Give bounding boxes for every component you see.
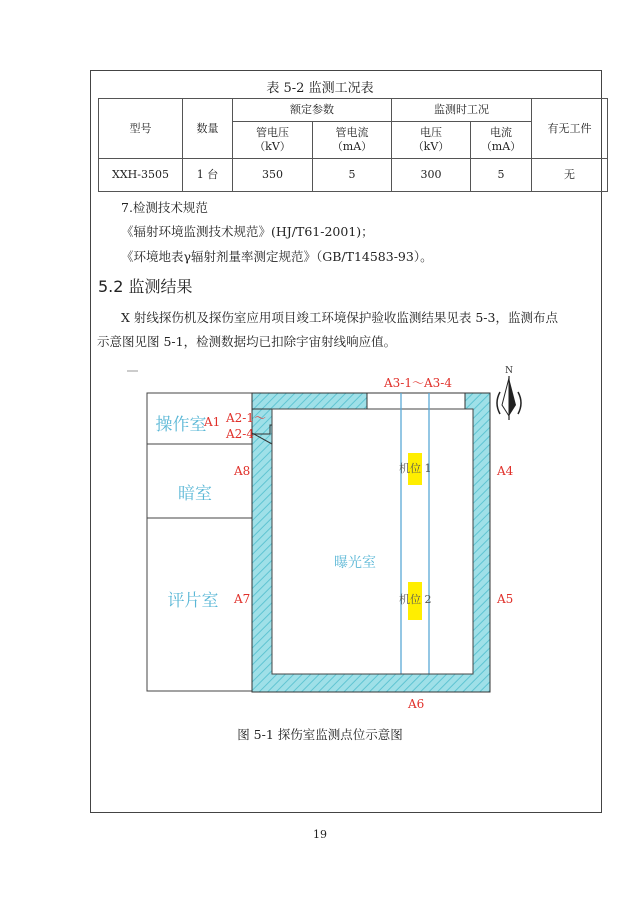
cell-model: XXH-3505	[99, 159, 183, 192]
exposure-room-floor	[272, 409, 473, 674]
header-rated-params: 额定参数	[233, 99, 392, 122]
position-1-label: 机位 1	[399, 462, 432, 475]
cell-workpiece: 无	[532, 159, 608, 192]
room-label-exposure: 曝光室	[334, 555, 376, 571]
point-a3: A3-1～A3-4	[384, 376, 452, 390]
point-a4: A4	[497, 464, 514, 478]
cell-voltage: 300	[392, 159, 471, 192]
svg-text:N: N	[505, 366, 513, 376]
cell-tube-voltage: 350	[233, 159, 313, 192]
cell-quantity: 1 台	[183, 159, 233, 192]
result-paragraph-line-1: X 射线探伤机及探伤室应用项目竣工环境保护验收监测结果见表 5-3，监测布点	[121, 310, 558, 325]
header-tube-voltage: 管电压 （kV）	[233, 122, 313, 159]
point-a2-4: A2-4	[226, 427, 254, 441]
table-caption: 表 5-2 监测工况表	[266, 81, 374, 96]
room-label-film: 评片室	[167, 591, 219, 611]
cell-tube-current: 5	[313, 159, 392, 192]
header-current: 电流 （mA）	[471, 122, 532, 159]
point-a2-1: A2-1～	[226, 411, 266, 425]
room-label-operation: 操作室	[155, 415, 207, 435]
header-quantity: 数量	[183, 99, 233, 159]
room-label-dark: 暗室	[178, 484, 212, 504]
header-model: 型号	[99, 99, 183, 159]
figure-caption: 图 5-1 探伤室监测点位示意图	[237, 727, 403, 742]
standard-line-2: 《环境地表γ辐射剂量率测定规范》（GB/T14583-93）。	[121, 249, 433, 264]
section-title: 5.2 监测结果	[98, 277, 193, 296]
result-paragraph-line-2: 示意图见图 5-1，检测数据均已扣除宇宙射线响应值。	[97, 334, 397, 349]
header-workpiece: 有无工件	[532, 99, 608, 159]
point-a1: A1	[204, 415, 221, 429]
standard-line-1: 《辐射环境监测技术规范》(HJ/T61-2001)；	[121, 224, 374, 239]
point-a6: A6	[408, 697, 425, 711]
point-a7: A7	[234, 592, 251, 606]
standards-heading: 7.检测技术规范	[121, 200, 208, 215]
point-a5: A5	[497, 592, 514, 606]
north-arrow-icon	[497, 366, 521, 420]
header-monitoring-conditions: 监测时工况	[392, 99, 532, 122]
point-a8: A8	[234, 464, 251, 478]
header-voltage: 电压 （kV）	[392, 122, 471, 159]
cell-current: 5	[471, 159, 532, 192]
header-tube-current: 管电流 （mA）	[313, 122, 392, 159]
page-number: 19	[313, 828, 327, 841]
large-door	[367, 393, 465, 409]
position-2-label: 机位 2	[399, 593, 432, 606]
